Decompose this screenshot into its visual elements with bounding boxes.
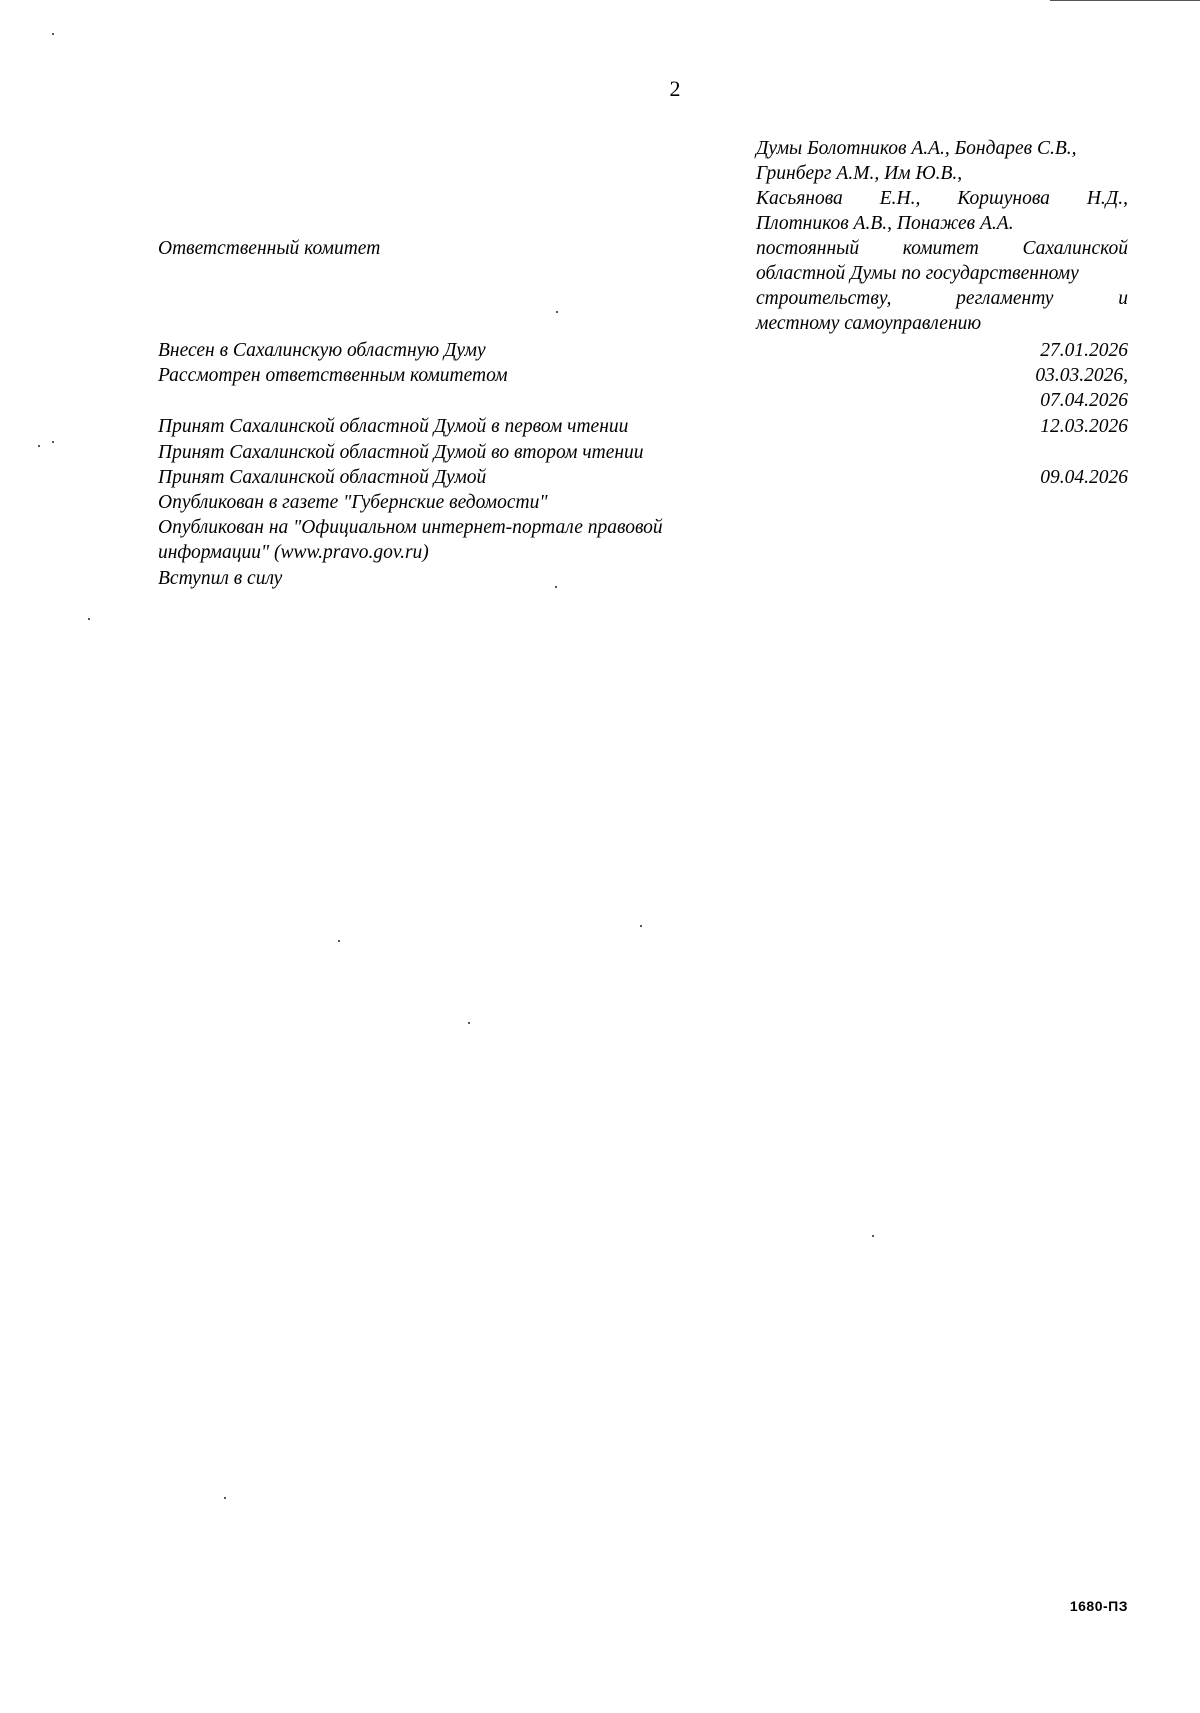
- scan-speck: [468, 1022, 470, 1024]
- row-label-line: Опубликован на "Официальном интернет-портале правовой: [158, 517, 663, 538]
- row-label: Внесен в Сахалинскую областную Думу: [158, 340, 486, 361]
- committee-line-4: местному самоуправлению: [756, 313, 982, 334]
- responsible-committee-label: Ответственный комитет: [158, 238, 381, 259]
- scan-speck: [556, 311, 558, 313]
- row-label: [158, 515, 663, 565]
- authors-line-4: Плотников А.В., Понажев А.А.: [756, 213, 1014, 234]
- row-label: Вступил в силу: [158, 568, 283, 589]
- scan-speck: [52, 33, 54, 35]
- committee-word: и: [1118, 288, 1128, 309]
- authors-line-2: Гринберг А.М., Им Ю.В.,: [756, 163, 963, 184]
- author-word: Н.Д.,: [1086, 188, 1128, 209]
- committee-line-3: [756, 286, 1128, 311]
- row-date: 07.04.2026: [1040, 390, 1128, 411]
- committee-word: Сахалинской: [1022, 238, 1128, 259]
- row-date: 09.04.2026: [1040, 467, 1128, 488]
- scan-speck: [224, 1497, 226, 1499]
- row-label: Принят Сахалинской областной Думой в первом чтении: [158, 416, 629, 437]
- row-date: 03.03.2026,: [1035, 365, 1128, 386]
- scan-speck: [338, 940, 340, 942]
- scan-edge-rule: [1050, 0, 1200, 1]
- row-label: Принят Сахалинской областной Думой: [158, 467, 487, 488]
- scan-speck: [38, 445, 40, 447]
- scan-speck: [640, 925, 642, 927]
- committee-word: строительству,: [756, 288, 892, 309]
- row-dates: [1040, 465, 1128, 490]
- page-number: 2: [669, 76, 681, 101]
- row-label: Принят Сахалинской областной Думой во втором чтении: [158, 442, 644, 463]
- row-dates: [1040, 414, 1128, 439]
- committee-word: постоянный: [756, 238, 860, 259]
- committee-line-2: областной Думы по государственному: [756, 263, 1079, 284]
- scan-speck: [88, 618, 90, 620]
- committee-word: регламенту: [956, 288, 1054, 309]
- author-word: Коршунова: [957, 188, 1050, 209]
- authors-line-3: [756, 186, 1128, 211]
- row-dates: [1035, 363, 1128, 413]
- scan-speck: [872, 1235, 874, 1237]
- row-date: 27.01.2026: [1040, 340, 1128, 361]
- scan-speck: [52, 441, 54, 443]
- committee-word: комитет: [902, 238, 979, 259]
- authors-line-1: Думы Болотников А.А., Бондарев С.В.,: [756, 138, 1077, 159]
- author-word: Касьянова: [756, 188, 843, 209]
- authors-and-committee-block: [756, 136, 1128, 336]
- row-label-line: информации" (www.pravo.gov.ru): [158, 542, 429, 563]
- row-date: 12.03.2026: [1040, 416, 1128, 437]
- document-code: 1680-ПЗ: [1069, 1598, 1128, 1614]
- author-word: Е.Н.,: [879, 188, 921, 209]
- committee-line-1: [756, 236, 1128, 261]
- row-label: Рассмотрен ответственным комитетом: [158, 365, 508, 386]
- scan-speck: [555, 586, 557, 588]
- row-dates: [1040, 338, 1128, 363]
- row-label: Опубликован в газете "Губернские ведомости": [158, 492, 548, 513]
